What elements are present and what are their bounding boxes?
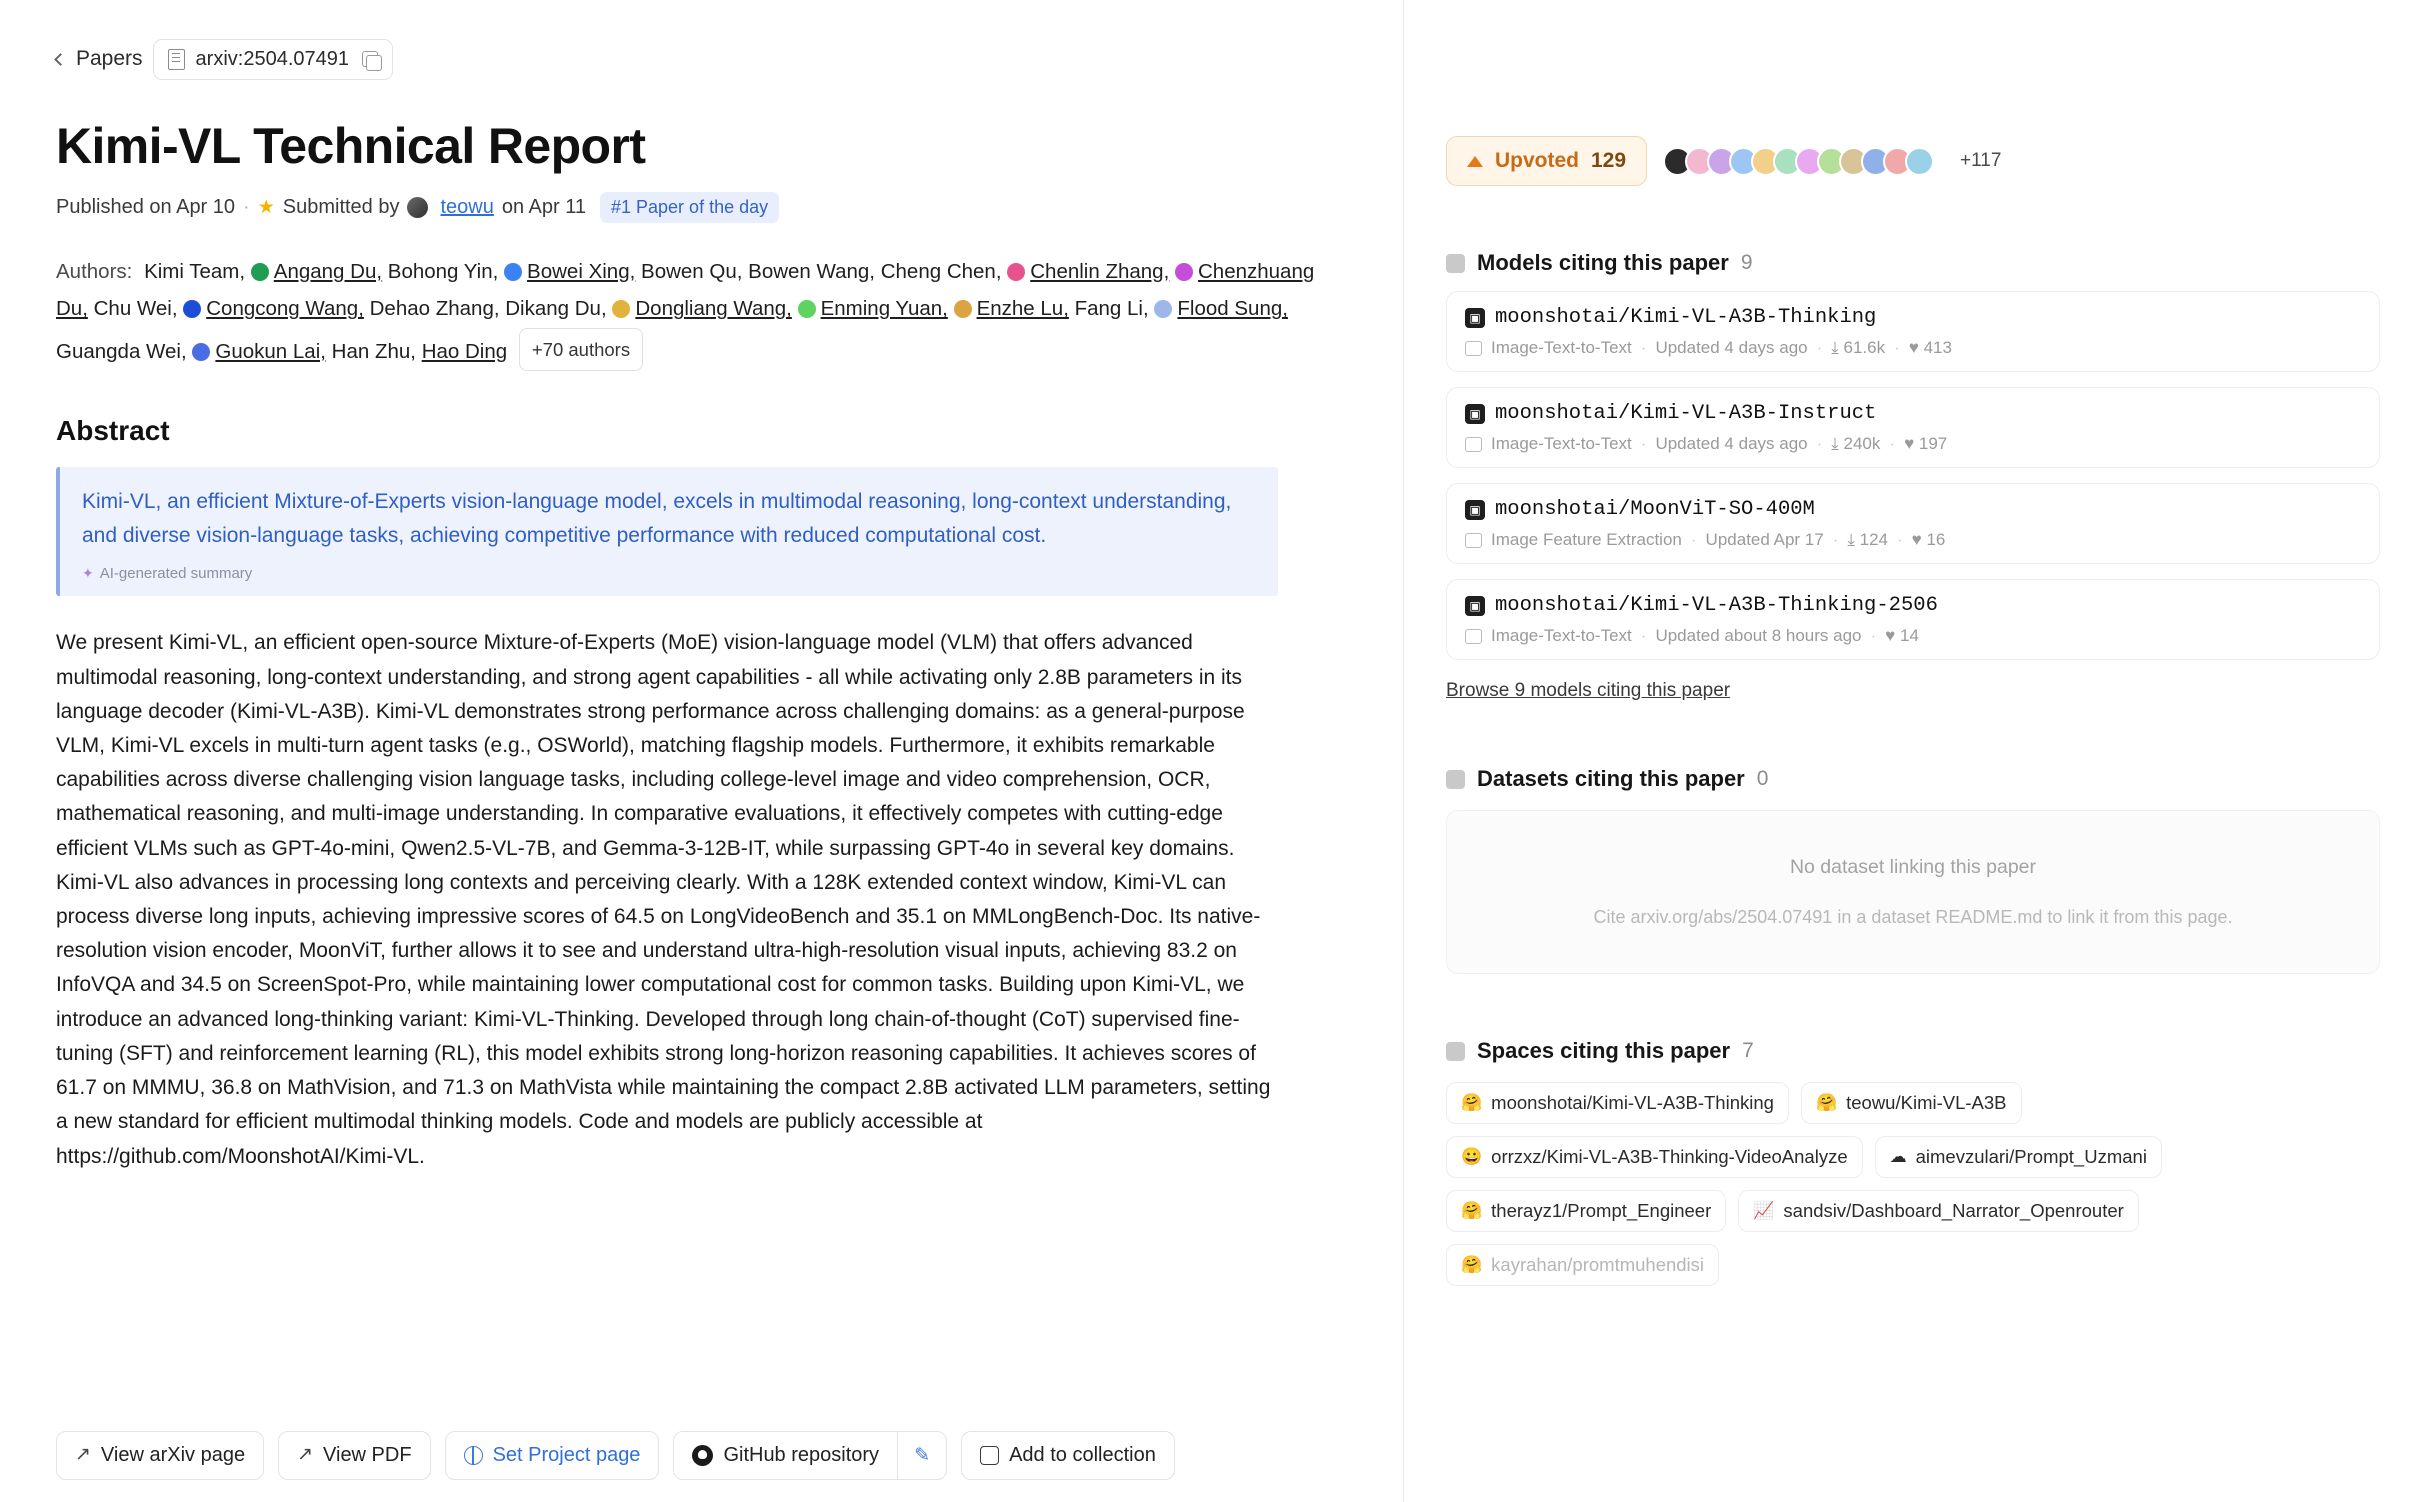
model-card[interactable] [1446, 483, 2380, 564]
model-name-row [1465, 402, 2361, 425]
author-12 [505, 297, 606, 320]
author-name: Bowen Qu, [641, 260, 743, 283]
author-name[interactable]: Chenlin Zhang, [1030, 260, 1170, 283]
meta-separator: · [1640, 626, 1647, 645]
author-avatar-icon [183, 300, 201, 318]
model-card[interactable] [1446, 387, 2380, 468]
published-date: Published on Apr 10 [56, 196, 236, 218]
model-task: Image Feature Extraction [1491, 530, 1682, 549]
set-project-page-button[interactable] [445, 1431, 660, 1480]
space-name: therayz1/Prompt_Engineer [1491, 1200, 1712, 1221]
author-20 [332, 340, 416, 363]
github-icon [692, 1445, 713, 1466]
meta-separator: · [1640, 434, 1647, 453]
space-emoji-icon: ☁ [1889, 1147, 1907, 1166]
collection-icon [980, 1446, 999, 1465]
model-card[interactable] [1446, 291, 2380, 372]
author-21[interactable] [422, 340, 507, 363]
upvoter-avatars[interactable] [1663, 147, 1934, 176]
document-icon [168, 49, 185, 70]
model-likes: ♥ 413 [1908, 338, 1952, 357]
meta-separator: · [1894, 338, 1900, 357]
external-link-icon: ↗ [75, 1444, 91, 1465]
model-downloads: ⤓ 240k [1831, 434, 1881, 453]
datasets-section-count: 0 [1756, 767, 1769, 790]
arxiv-id-label: arxiv:2504.07491 [195, 47, 349, 70]
task-icon [1465, 533, 1482, 548]
model-likes: ♥ 197 [1904, 434, 1948, 453]
model-updated: Updated 4 days ago [1655, 434, 1808, 453]
author-name[interactable]: Bowei Xing, [527, 260, 636, 283]
upvote-row [1446, 136, 2380, 186]
author-name[interactable]: Flood Sung, [1177, 297, 1288, 321]
model-updated: Updated 4 days ago [1655, 338, 1808, 357]
model-card[interactable] [1446, 579, 2380, 660]
space-name: moonshotai/Kimi-VL-A3B-Thinking [1491, 1092, 1774, 1113]
upvote-label: Upvoted [1495, 149, 1579, 172]
model-updated: Updated about 8 hours ago [1655, 626, 1862, 645]
spaces-section-title: Spaces citing this paper [1477, 1038, 1731, 1063]
abstract-heading: Abstract [56, 415, 170, 447]
datasets-section-title: Datasets citing this paper [1477, 766, 1745, 791]
model-task: Image-Text-to-Text [1491, 434, 1632, 453]
space-tag[interactable] [1446, 1082, 1789, 1124]
author-avatar-icon [798, 300, 816, 318]
model-downloads: ⤓ 124 [1847, 530, 1888, 549]
space-emoji-icon: 🤗 [1461, 1255, 1483, 1274]
view-pdf-button[interactable] [278, 1431, 430, 1480]
author-avatar-icon [612, 300, 630, 318]
author-avatar-icon [504, 263, 522, 281]
sparkle-icon: ✦ [82, 565, 94, 582]
spaces-section-count: 7 [1742, 1039, 1754, 1062]
space-emoji-icon: 🤗 [1815, 1093, 1838, 1112]
author-19[interactable] [192, 340, 326, 363]
author-18 [56, 340, 187, 363]
breadcrumb-back-label: Papers [76, 47, 143, 70]
ai-summary-tag-label: AI-generated summary [99, 565, 253, 583]
space-tag[interactable] [1446, 1136, 1863, 1178]
model-likes: ♥ 16 [1911, 530, 1946, 549]
models-icon [1446, 254, 1465, 273]
author-0 [144, 260, 245, 283]
author-11 [370, 297, 500, 320]
view-pdf-label: View PDF [323, 1444, 412, 1466]
datasets-empty-hint: Cite arxiv.org/abs/2504.07491 in a dataset README.md to link it from this page. [1593, 907, 2233, 927]
authors-label: Authors: [56, 260, 133, 283]
copy-icon[interactable] [362, 51, 378, 67]
space-emoji-icon: 😀 [1461, 1147, 1483, 1166]
author-name[interactable]: Enming Yuan, [820, 297, 948, 321]
space-tag[interactable] [1446, 1190, 1726, 1232]
meta-separator: · [243, 196, 250, 218]
task-icon [1465, 437, 1482, 452]
external-link-icon: ↗ [297, 1444, 314, 1465]
models-section-count: 9 [1740, 251, 1753, 274]
meta-separator: · [1896, 530, 1903, 549]
model-name[interactable]: moonshotai/Kimi-VL-A3B-Instruct [1495, 402, 1877, 425]
author-avatar-icon [1154, 300, 1172, 318]
github-repository-button[interactable] [674, 1432, 897, 1479]
model-icon: ▣ [1465, 500, 1485, 520]
submitted-date: on Apr 11 [501, 196, 586, 218]
github-label: GitHub repository [723, 1444, 880, 1466]
model-name[interactable]: moonshotai/Kimi-VL-A3B-Thinking [1495, 306, 1877, 329]
model-meta [1465, 434, 2361, 454]
author-name[interactable]: Angang Du, [273, 260, 383, 283]
author-name: Dehao Zhang, [369, 297, 500, 321]
author-name[interactable]: Hao Ding [421, 339, 508, 363]
author-avatar-icon [1007, 263, 1025, 281]
model-icon: ▣ [1465, 596, 1485, 616]
author-3[interactable] [504, 260, 635, 283]
paper-meta [56, 192, 1347, 223]
space-name: sandsiv/Dashboard_Narrator_Openrouter [1783, 1200, 2124, 1221]
breadcrumb-back-papers[interactable] [56, 47, 143, 71]
chevron-left-icon [54, 53, 67, 66]
model-meta [1465, 338, 2361, 358]
view-arxiv-label: View arXiv page [100, 1444, 246, 1466]
space-emoji-icon: 📈 [1753, 1201, 1775, 1220]
model-name-row [1465, 594, 2361, 617]
upvoter-avatar[interactable] [1905, 147, 1934, 176]
author-name: Fang Li, [1074, 297, 1149, 321]
status-badge[interactable]: #1 Paper of the day [600, 192, 779, 223]
author-14[interactable] [798, 297, 948, 320]
spaces-section-header [1446, 1038, 2380, 1064]
space-tag[interactable] [1875, 1136, 2162, 1178]
more-authors-button[interactable]: +70 authors [519, 328, 643, 372]
set-project-label: Set Project page [492, 1444, 641, 1466]
meta-separator: · [1870, 626, 1877, 645]
author-name: Bohong Yin, [387, 260, 499, 283]
edit-pencil-icon[interactable]: ✎ [914, 1445, 931, 1466]
paper-sidebar [1404, 0, 2420, 1502]
meta-separator: · [1832, 530, 1839, 549]
models-section-title: Models citing this paper [1477, 250, 1729, 275]
avatar [407, 197, 428, 218]
author-7[interactable] [1007, 260, 1169, 283]
view-arxiv-button[interactable] [56, 1431, 264, 1480]
meta-separator: · [1889, 434, 1896, 453]
ai-summary-box [56, 467, 1278, 596]
author-name: Guangda Wei, [56, 339, 187, 363]
submitted-by-label: Submitted by [282, 196, 400, 218]
datasets-empty-state [1446, 810, 2380, 974]
model-updated: Updated Apr 17 [1705, 530, 1824, 549]
author-6 [881, 260, 1002, 283]
page-title: Kimi-VL Technical Report [56, 118, 646, 174]
author-name[interactable]: Congcong Wang, [206, 297, 364, 321]
model-meta [1465, 626, 2361, 646]
model-icon: ▣ [1465, 404, 1485, 424]
authors-list [56, 253, 1347, 371]
author-name: Han Zhu, [331, 339, 416, 363]
model-name-row [1465, 498, 2361, 521]
space-emoji-icon: 🤗 [1461, 1201, 1483, 1220]
model-name[interactable]: moonshotai/MoonViT-SO-400M [1495, 498, 1815, 521]
author-16 [1075, 297, 1149, 320]
spaces-icon [1446, 1042, 1465, 1061]
breadcrumb-arxiv-id[interactable] [153, 39, 393, 80]
author-17[interactable] [1154, 297, 1288, 320]
model-icon: ▣ [1465, 308, 1485, 328]
model-name-row [1465, 306, 2361, 329]
author-name[interactable]: Dongliang Wang, [635, 297, 792, 321]
meta-separator: · [1640, 338, 1647, 357]
model-task: Image-Text-to-Text [1491, 626, 1632, 645]
space-tag[interactable] [1738, 1190, 2139, 1232]
author-name: Cheng Chen, [880, 260, 1002, 283]
datasets-icon [1446, 770, 1465, 789]
paper-action-bar [56, 1431, 1175, 1480]
space-emoji-icon: 🤗 [1461, 1093, 1483, 1112]
space-name: teowu/Kimi-VL-A3B [1846, 1092, 2007, 1113]
author-name: Chu Wei, [93, 297, 178, 321]
space-tag[interactable] [1446, 1244, 1719, 1286]
author-1[interactable] [251, 260, 382, 283]
meta-separator: · [1690, 530, 1697, 549]
task-icon [1465, 629, 1482, 644]
author-avatar-icon [251, 263, 269, 281]
upvote-button[interactable] [1446, 136, 1647, 186]
spaces-list [1446, 1082, 2346, 1286]
space-name: aimevzulari/Prompt_Uzmani [1915, 1146, 2147, 1167]
author-avatar-icon [192, 343, 210, 361]
model-downloads: ⤓ 61.6k [1831, 338, 1886, 357]
author-avatar-icon [954, 300, 972, 318]
author-10[interactable] [183, 297, 364, 320]
author-name: Kimi Team, [144, 260, 246, 283]
submitter-link[interactable]: teowu [440, 196, 494, 218]
author-name: Bowen Wang, [748, 260, 876, 283]
space-name: orrzxz/Kimi-VL-A3B-Thinking-VideoAnalyze [1491, 1146, 1848, 1167]
browse-models-link[interactable]: Browse 9 models citing this paper [1446, 680, 1731, 701]
space-tag[interactable] [1801, 1082, 2022, 1124]
author-name[interactable]: Chenzhuang Du, [56, 260, 1315, 321]
datasets-empty-title: No dataset linking this paper [1789, 856, 2037, 878]
author-avatar-icon [1175, 263, 1193, 281]
author-2 [388, 260, 499, 283]
task-icon [1465, 341, 1482, 356]
author-13[interactable] [612, 297, 792, 320]
star-icon: ★ [257, 197, 275, 218]
author-name[interactable]: Enzhe Lu, [976, 297, 1069, 321]
upvote-caret-icon [1467, 156, 1483, 167]
upvoters-more-count: +117 [1960, 150, 2002, 171]
meta-separator: · [1816, 338, 1823, 357]
github-repository-group [673, 1431, 947, 1480]
ai-summary-tag [82, 565, 1256, 582]
author-5 [748, 260, 875, 283]
space-name: kayrahan/promtmuhendisi [1491, 1254, 1705, 1275]
add-to-collection-button[interactable] [961, 1431, 1175, 1480]
model-task: Image-Text-to-Text [1491, 338, 1632, 357]
model-meta [1465, 530, 2361, 550]
breadcrumb [56, 36, 1347, 82]
globe-icon [464, 1446, 483, 1465]
meta-separator: · [1816, 434, 1823, 453]
add-to-collection-label: Add to collection [1009, 1444, 1156, 1466]
author-9 [94, 297, 178, 320]
author-4 [641, 260, 742, 283]
model-name[interactable]: moonshotai/Kimi-VL-A3B-Thinking-2506 [1495, 594, 1938, 617]
author-name[interactable]: Guokun Lai, [215, 339, 326, 363]
abstract-text: We present Kimi-VL, an efficient open-source Mixture-of-Experts (MoE) vision-language model (VLM) that offers advanced multimodal reasoning, long-context understanding, and strong agent capabilities - all while activating only 2.8B parameters in its language decoder (Kimi-VL-A3B). Kimi-VL demonstrates strong performance across challenging domains: as a general-purpose VLM, Kimi-VL excels in multi-turn agent tasks (e.g., OSWorld), matching flagship models. Furthermore, it exhibits remarkable capabilities across diverse challenging vision language tasks, including college-level image and video comprehension, OCR, mathematical reasoning, and multi-image understanding. In comparative evaluations, it effectively competes with cutting-edge efficient VLMs such as GPT-4o-mini, Qwen2.5-VL-7B, and Gemma-3-12B-IT, while surpassing GPT-4o in several key domains. Kimi-VL also advances in processing long contexts and perceiving clearly. With a 128K extended context window, Kimi-VL can process diverse long inputs, achieving impressive scores of 64.5 on LongVideoBench and 35.1 on MMLongBench-Doc. Its native-resolution vision encoder, MoonViT, further allows it to see and understand ultra-high-resolution visual inputs, achieving 83.2 on InfoVQA and 34.5 on ScreenSpot-Pro, while maintaining lower computational cost for common tasks. Building upon Kimi-VL, we introduce an advanced long-thinking variant: Kimi-VL-Thinking. Developed through long chain-of-thought (CoT) supervised fine-tuning (SFT) and reinforcement learning (RL), this model exhibits strong long-horizon reasoning capabilities. It achieves scores of 61.7 on MMMU, 36.8 on MathVision, and 71.3 on MathVista while maintaining the compact 2.8B activated LLM parameters, setting a new standard for efficient multimodal thinking models. Code and models are publicly accessible at https://github.com/MoonshotAI/Kimi-VL. [56, 631, 1271, 1168]
upvote-count: 129 [1591, 149, 1627, 172]
models-section-header [1446, 250, 2380, 276]
author-15[interactable] [954, 297, 1069, 320]
ai-summary-text: Kimi-VL, an efficient Mixture-of-Experts vision-language model, excels in multimodal reasoning, long-context understanding, and diverse vision-language tasks, achieving competitive performance with reduced computational cost. [82, 490, 1232, 548]
author-name: Dikang Du, [505, 297, 607, 321]
datasets-section-header [1446, 766, 2380, 792]
model-likes: ♥ 14 [1885, 626, 1919, 645]
